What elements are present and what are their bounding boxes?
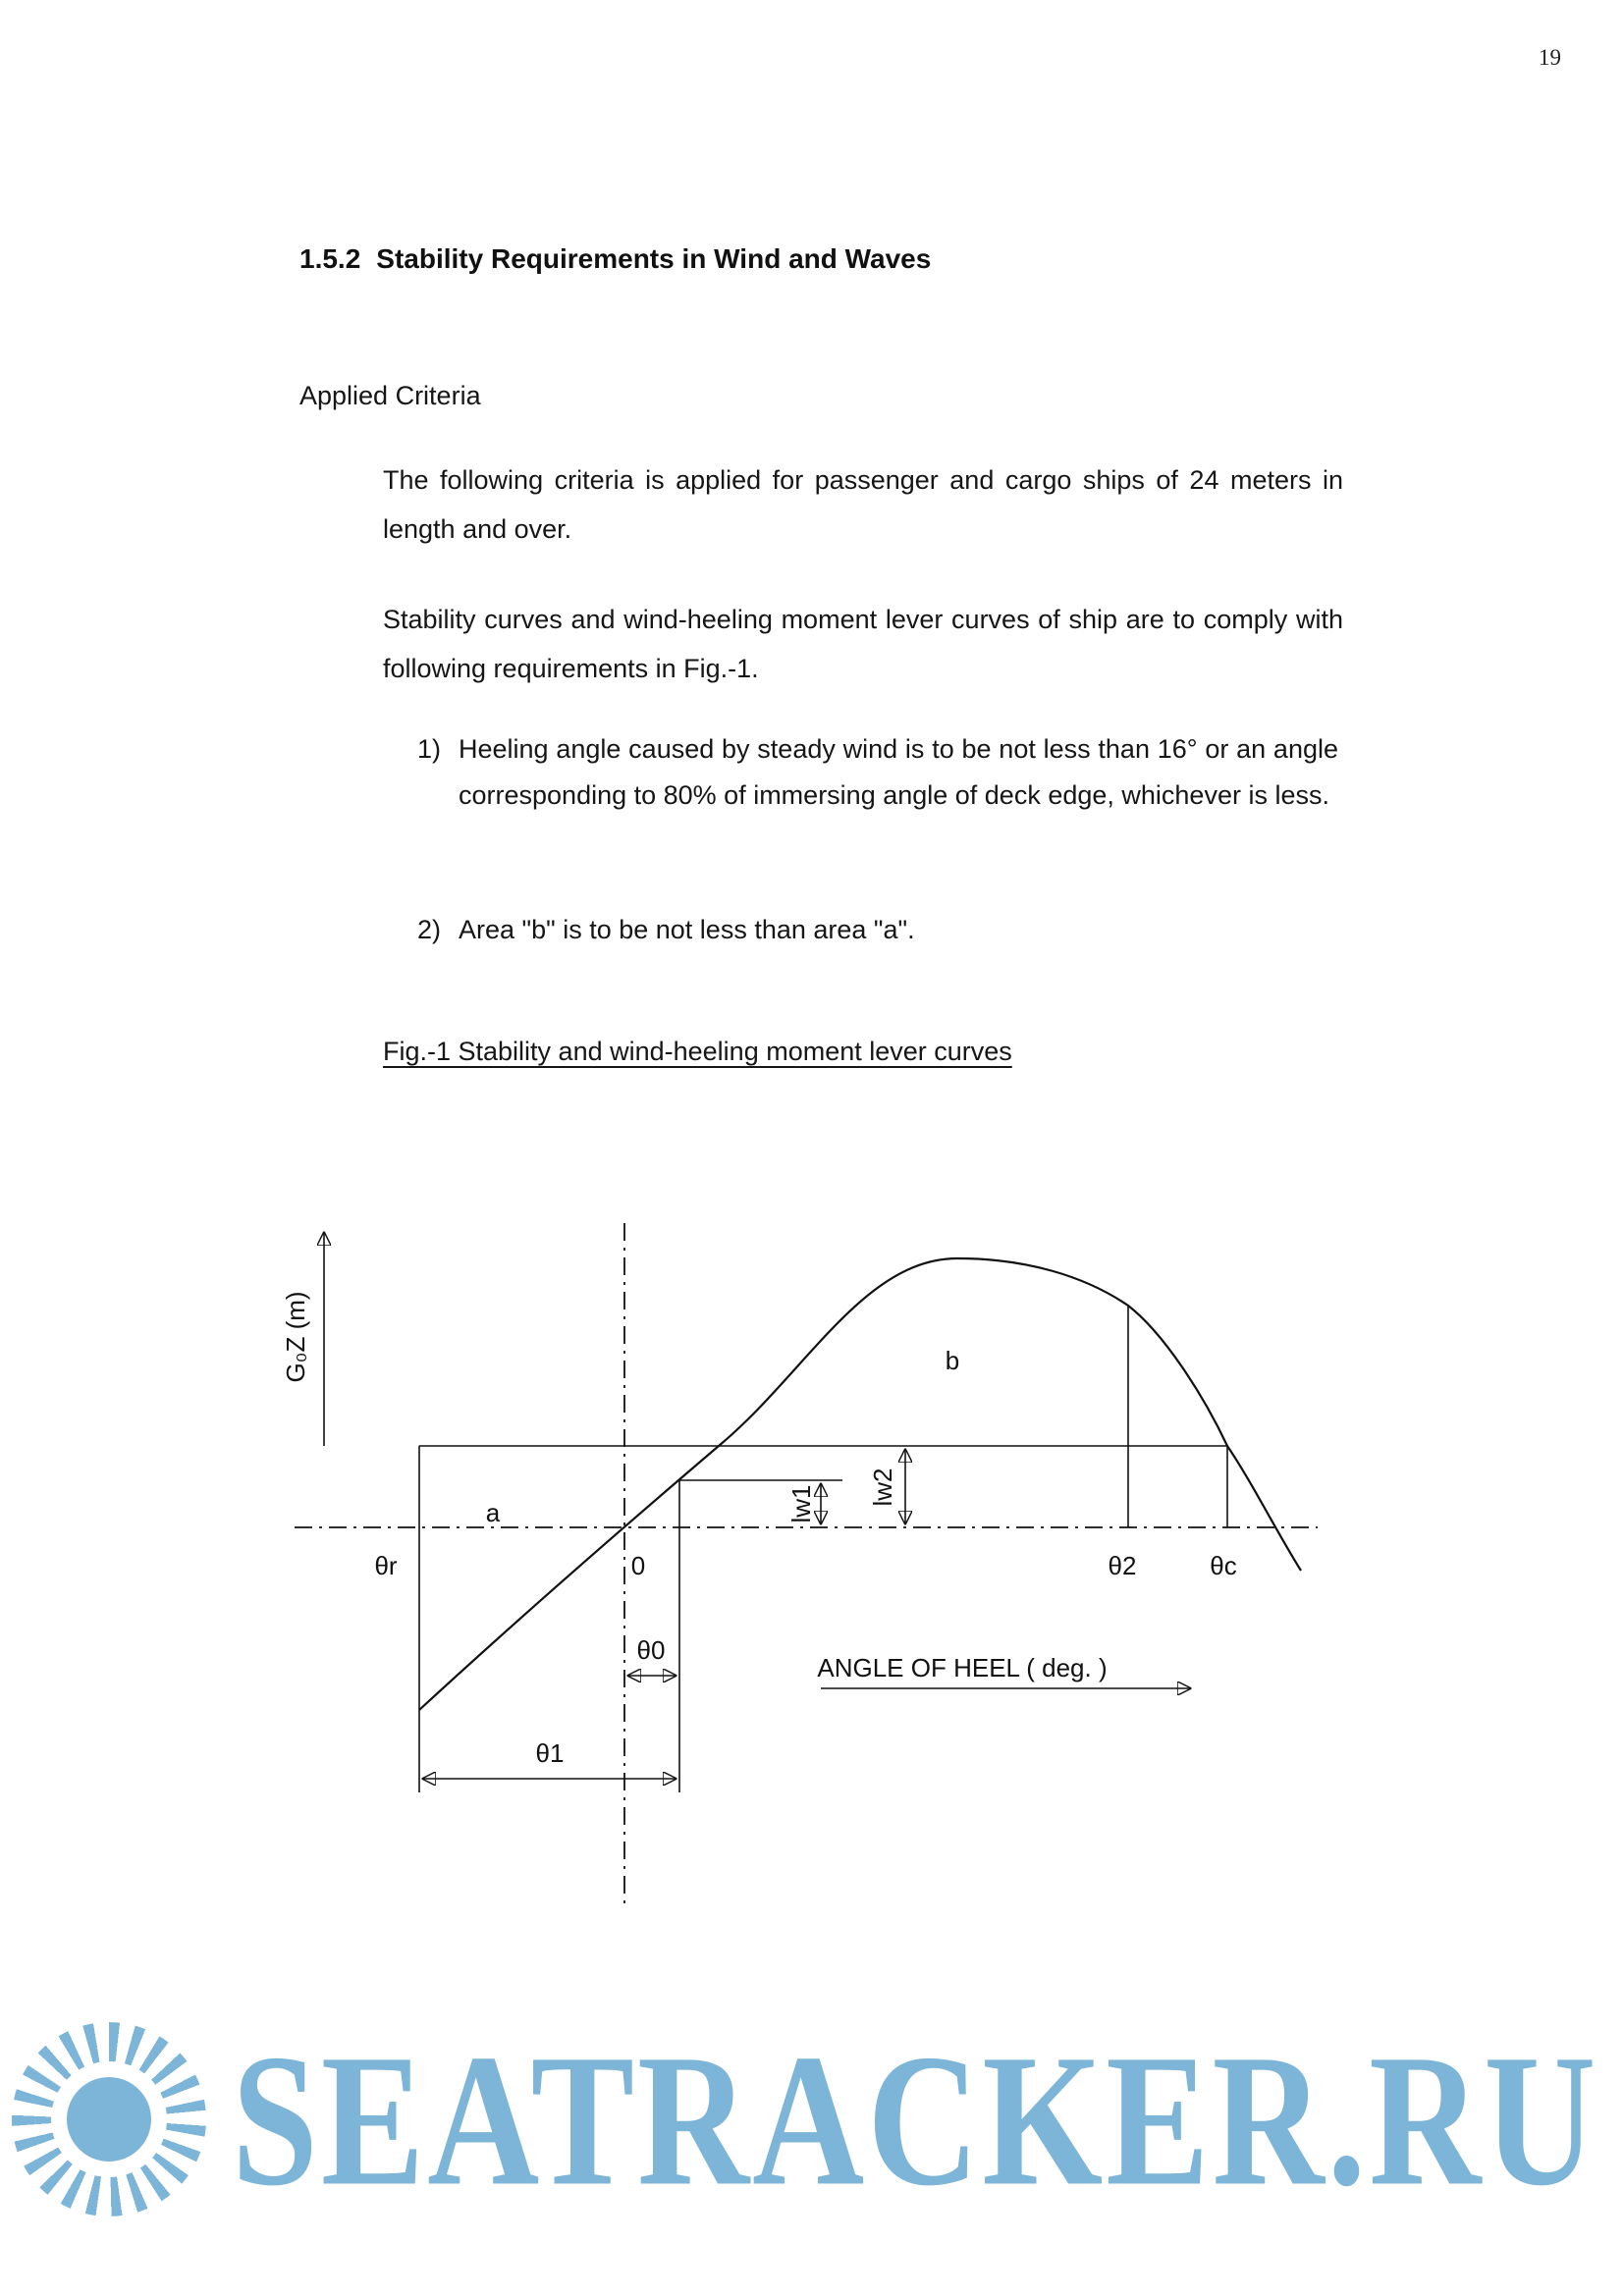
sun-logo-icon xyxy=(12,2022,206,2216)
section-title: Stability Requirements in Wind and Waves xyxy=(376,243,932,274)
paragraph-criteria-scope: The following criteria is applied for passenger and cargo ships of 24 meters in length and over. xyxy=(383,465,1343,544)
paragraph-curves-requirement: Stability curves and wind-heeling moment lever curves of ship are to comply with following requirements in Fig.-1. xyxy=(383,605,1343,683)
area-b-label: b xyxy=(945,1346,960,1375)
watermark-text: SEATRACKER.RU xyxy=(232,2015,1599,2226)
watermark xyxy=(0,2012,1623,2233)
x-axis-label: ANGLE OF HEEL ( deg. ) xyxy=(817,1653,1108,1682)
theta-0-label: θ0 xyxy=(636,1635,666,1665)
figure-caption: Fig.-1 Stability and wind-heeling moment lever curves xyxy=(383,1037,1012,1066)
y-axis-label: G₀Z (m) xyxy=(281,1291,310,1383)
theta-1-label: θ1 xyxy=(535,1738,565,1768)
list-item xyxy=(417,907,1338,953)
list-item xyxy=(417,726,1338,819)
list-item-text: Area "b" is to be not less than area "a". xyxy=(459,915,915,944)
lw2-label: lw2 xyxy=(868,1468,897,1507)
section-number: 1.5.2 xyxy=(299,243,361,274)
theta-r-label: θr xyxy=(374,1551,398,1580)
area-b-hatch xyxy=(719,1258,1128,1446)
stability-figure xyxy=(275,1207,1345,1924)
origin-label: 0 xyxy=(630,1551,646,1580)
page-number: 19 xyxy=(1539,45,1561,70)
theta-2-label: θ2 xyxy=(1108,1551,1137,1580)
area-a-label: a xyxy=(485,1498,501,1527)
lw1-label: lw1 xyxy=(786,1484,816,1523)
list-marker: 2) xyxy=(417,915,442,944)
section-heading xyxy=(299,243,931,275)
gz-curve xyxy=(419,1258,1301,1710)
subheading-applied-criteria: Applied Criteria xyxy=(299,381,481,410)
theta-c-label: θc xyxy=(1210,1551,1237,1580)
list-marker: 1) xyxy=(417,734,442,764)
list-item-text: Heeling angle caused by steady wind is to be not less than 16° or an angle corresponding to 80% of immersing angle of deck edge, whichever is less. xyxy=(459,734,1338,810)
